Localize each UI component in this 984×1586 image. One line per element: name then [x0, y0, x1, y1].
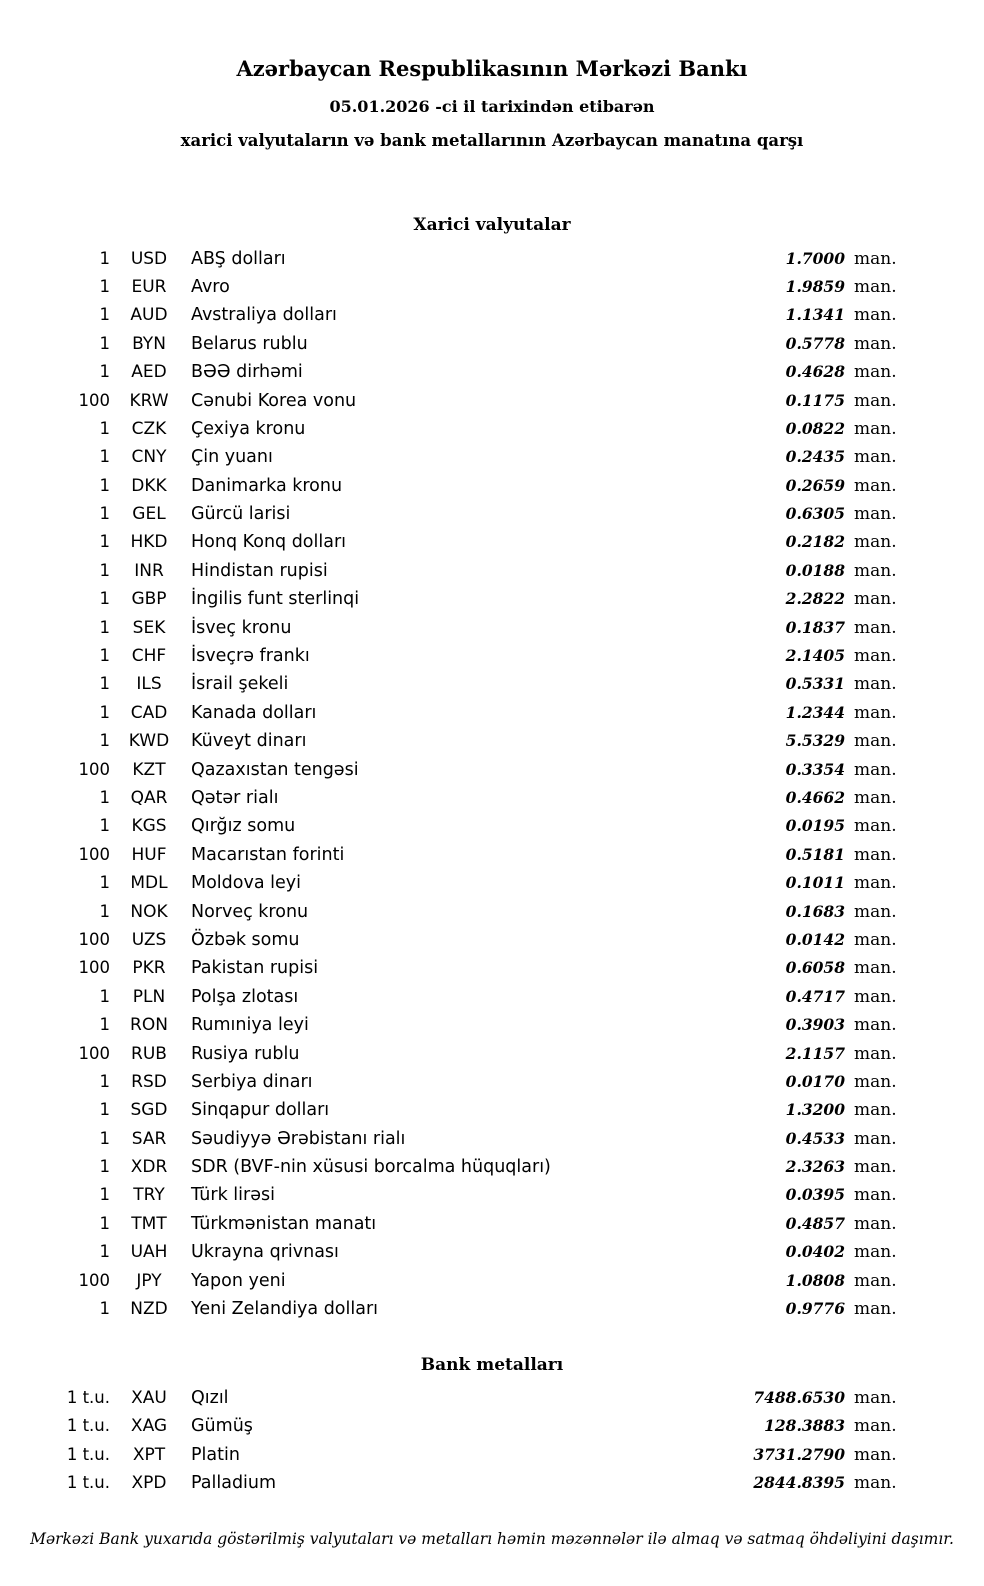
currency-code: INR — [134, 560, 164, 581]
currency-quantity: 1 — [99, 787, 110, 807]
currency-row — [52, 1072, 906, 1100]
metal-quantity: 1 t.u. — [66, 1387, 110, 1407]
currency-code: JPY — [136, 1270, 162, 1291]
currency-code: DKK — [131, 475, 167, 496]
currency-row — [52, 1242, 906, 1270]
currency-row — [52, 504, 906, 532]
currency-unit-label: man. — [854, 1128, 897, 1149]
currency-row — [52, 1185, 906, 1213]
currency-code: PLN — [132, 986, 166, 1007]
currency-name: Sinqapur dolları — [191, 1100, 330, 1121]
currency-name: Çexiya kronu — [191, 418, 306, 439]
currency-quantity: 1 — [99, 986, 110, 1006]
currency-unit-label: man. — [854, 447, 897, 468]
currencies-section-title: Xarici valyutalar — [413, 215, 571, 236]
currency-code: AUD — [130, 305, 168, 326]
currency-quantity: 1 — [99, 901, 110, 921]
currency-name: Rumıniya leyi — [191, 1015, 309, 1036]
currency-rate: 0.5331 — [785, 674, 845, 694]
currency-rate: 0.0402 — [785, 1242, 845, 1262]
currency-quantity: 1 — [99, 702, 110, 722]
currency-code: TRY — [133, 1185, 165, 1206]
currency-name: Çin yuanı — [191, 447, 273, 468]
currency-code: CAD — [130, 702, 168, 723]
currency-code: SEK — [132, 617, 166, 638]
currency-rate: 2.1157 — [785, 1043, 845, 1063]
metal-unit-label: man. — [854, 1387, 897, 1408]
currency-unit-label: man. — [854, 532, 897, 553]
currency-quantity: 100 — [78, 844, 110, 864]
currency-rate: 0.6058 — [785, 958, 845, 978]
currency-quantity: 100 — [78, 1270, 110, 1290]
currency-code: TMT — [131, 1213, 167, 1234]
currency-quantity: 1 — [99, 617, 110, 637]
metal-row — [52, 1445, 906, 1473]
currency-code: NOK — [130, 901, 168, 922]
currency-row — [52, 447, 906, 475]
currency-rate: 0.2659 — [785, 475, 845, 495]
currency-unit-label: man. — [854, 617, 897, 638]
metal-quantity: 1 t.u. — [66, 1416, 110, 1436]
currency-quantity: 100 — [78, 958, 110, 978]
currency-name: Səudiyyə Ərəbistanı rialı — [191, 1128, 406, 1149]
currency-row — [52, 1129, 906, 1157]
currency-name: Pakistan rupisi — [191, 958, 319, 979]
currency-row — [52, 334, 906, 362]
currency-quantity: 1 — [99, 248, 110, 268]
currency-row — [52, 873, 906, 901]
currency-name: İngilis funt sterlinqi — [191, 589, 360, 610]
currency-unit-label: man. — [854, 1270, 897, 1291]
currency-row — [52, 532, 906, 560]
currency-rate: 5.5329 — [785, 731, 845, 751]
currency-code: UAH — [130, 1242, 168, 1263]
metal-row — [52, 1388, 906, 1416]
currency-row — [52, 1100, 906, 1128]
currency-rate: 0.0188 — [785, 560, 845, 580]
currency-unit-label: man. — [854, 475, 897, 496]
effective-date-line: 05.01.2026 -ci il tarixindən etibarən — [329, 97, 655, 117]
currency-name: Özbək somu — [191, 929, 300, 950]
currency-unit-label: man. — [854, 901, 897, 922]
currency-code: ILS — [136, 674, 162, 695]
currency-rates-table — [52, 249, 906, 1328]
currency-row — [52, 391, 906, 419]
currency-row — [52, 788, 906, 816]
currency-quantity: 1 — [99, 1128, 110, 1148]
currency-name: İsveçrə frankı — [191, 646, 310, 667]
currency-quantity: 1 — [99, 1015, 110, 1035]
bank-title: Azərbaycan Respublikasının Mərkəzi Bankı — [236, 56, 748, 81]
currency-unit-label: man. — [854, 362, 897, 383]
metals-section-title: Bank metalları — [420, 1355, 564, 1376]
currency-quantity: 1 — [99, 1242, 110, 1262]
currency-code: RSD — [131, 1071, 167, 1092]
currency-rate: 0.5181 — [785, 844, 845, 864]
currency-quantity: 1 — [99, 1071, 110, 1091]
currency-row — [52, 277, 906, 305]
metal-name: Palladium — [191, 1472, 277, 1493]
metal-code: XPT — [132, 1444, 166, 1465]
currency-row — [52, 561, 906, 589]
currency-unit-label: man. — [854, 1015, 897, 1036]
currency-rate: 2.3263 — [785, 1157, 845, 1177]
currency-unit-label: man. — [854, 589, 897, 610]
currency-code: KWD — [128, 731, 170, 752]
currency-row — [52, 419, 906, 447]
currency-rate: 0.1011 — [785, 873, 845, 893]
metal-unit-label: man. — [854, 1444, 897, 1465]
currency-rate: 1.2344 — [785, 702, 845, 722]
currency-unit-label: man. — [854, 787, 897, 808]
metal-name: Qızıl — [191, 1387, 229, 1408]
metal-rates-table — [52, 1388, 906, 1502]
currency-name: Hindistan rupisi — [191, 560, 328, 581]
currency-rate: 0.1837 — [785, 617, 845, 637]
currency-unit-label: man. — [854, 248, 897, 269]
currency-row — [52, 646, 906, 674]
currency-unit-label: man. — [854, 1213, 897, 1234]
currency-row — [52, 476, 906, 504]
currency-rate: 0.9776 — [785, 1299, 845, 1319]
currency-quantity: 1 — [99, 305, 110, 325]
currency-quantity: 1 — [99, 532, 110, 552]
currency-code: CZK — [131, 418, 167, 439]
metal-rate: 2844.8395 — [753, 1472, 845, 1492]
currency-rate: 0.0170 — [785, 1071, 845, 1091]
currency-rate: 0.0142 — [785, 929, 845, 949]
metal-row — [52, 1416, 906, 1444]
currency-row — [52, 305, 906, 333]
metal-rate: 7488.6530 — [753, 1387, 845, 1407]
currency-row — [52, 816, 906, 844]
currency-quantity: 1 — [99, 276, 110, 296]
currency-name: Norveç kronu — [191, 901, 309, 922]
currency-row — [52, 362, 906, 390]
currency-code: MDL — [130, 873, 168, 894]
currency-name: Serbiya dinarı — [191, 1071, 313, 1092]
currency-rate: 0.0395 — [785, 1185, 845, 1205]
currency-rate: 0.4857 — [785, 1213, 845, 1233]
currency-code: USD — [130, 248, 168, 269]
metal-name: Gümüş — [191, 1416, 253, 1437]
currency-unit-label: man. — [854, 702, 897, 723]
currency-code: KZT — [132, 759, 166, 780]
metal-rate: 128.3883 — [764, 1416, 845, 1436]
currency-rate: 0.6305 — [785, 504, 845, 524]
currency-quantity: 1 — [99, 674, 110, 694]
currency-unit-label: man. — [854, 1242, 897, 1263]
currency-rate: 0.4662 — [785, 787, 845, 807]
currency-code: GBP — [131, 589, 167, 610]
currency-name: Moldova leyi — [191, 873, 301, 894]
currency-quantity: 1 — [99, 1157, 110, 1177]
currency-code: SAR — [131, 1128, 167, 1149]
currency-unit-label: man. — [854, 731, 897, 752]
currency-quantity: 1 — [99, 560, 110, 580]
currency-name: Danimarka kronu — [191, 475, 343, 496]
currency-code: RUB — [131, 1043, 167, 1064]
currency-quantity: 1 — [99, 504, 110, 524]
currency-unit-label: man. — [854, 504, 897, 525]
currency-row — [52, 1299, 906, 1327]
currency-unit-label: man. — [854, 844, 897, 865]
metal-row — [52, 1473, 906, 1501]
currency-unit-label: man. — [854, 873, 897, 894]
currency-rate: 2.2822 — [785, 589, 845, 609]
currency-unit-label: man. — [854, 1299, 897, 1320]
currency-unit-label: man. — [854, 1185, 897, 1206]
currency-quantity: 1 — [99, 731, 110, 751]
currency-unit-label: man. — [854, 390, 897, 411]
currency-row — [52, 760, 906, 788]
metal-unit-label: man. — [854, 1416, 897, 1437]
currency-unit-label: man. — [854, 418, 897, 439]
currency-rate: 0.4717 — [785, 986, 845, 1006]
currency-code: HKD — [130, 532, 168, 553]
currency-code: PKR — [132, 958, 166, 979]
currency-code: KRW — [129, 390, 169, 411]
currency-unit-label: man. — [854, 1071, 897, 1092]
currency-name: Qazaxıstan tengəsi — [191, 759, 359, 780]
currency-code: SGD — [130, 1100, 168, 1121]
currency-name: Cənubi Korea vonu — [191, 390, 357, 411]
currency-row — [52, 703, 906, 731]
metal-quantity: 1 t.u. — [66, 1472, 110, 1492]
currency-quantity: 100 — [78, 1043, 110, 1063]
currency-rate: 0.0195 — [785, 816, 845, 836]
currency-rate: 0.4533 — [785, 1128, 845, 1148]
currency-name: Qırğız somu — [191, 816, 296, 837]
currency-code: HUF — [131, 844, 167, 865]
document-header — [0, 0, 984, 151]
currency-unit-label: man. — [854, 305, 897, 326]
currency-rate: 0.1683 — [785, 901, 845, 921]
currency-name: Kanada dolları — [191, 702, 317, 723]
currency-name: Avro — [191, 276, 230, 297]
currency-name: İsveç kronu — [191, 617, 292, 638]
currency-code: GEL — [132, 504, 166, 525]
currency-name: Küveyt dinarı — [191, 731, 307, 752]
currency-unit-label: man. — [854, 929, 897, 950]
currency-row — [52, 731, 906, 759]
metal-name: Platin — [191, 1444, 240, 1465]
currency-quantity: 1 — [99, 418, 110, 438]
metal-code: XPD — [131, 1472, 167, 1493]
currency-quantity: 1 — [99, 333, 110, 353]
currency-row — [52, 902, 906, 930]
currency-row — [52, 930, 906, 958]
currency-code: QAR — [130, 787, 168, 808]
currency-name: BƏƏ dirhəmi — [191, 362, 303, 383]
currency-quantity: 1 — [99, 816, 110, 836]
currency-name: Gürcü larisi — [191, 504, 291, 525]
currency-code: KGS — [131, 816, 167, 837]
currency-quantity: 1 — [99, 873, 110, 893]
currency-name: Avstraliya dolları — [191, 305, 337, 326]
currency-name: İsrail şekeli — [191, 674, 289, 695]
currency-quantity: 1 — [99, 589, 110, 609]
currency-rate: 1.7000 — [785, 248, 845, 268]
currency-code: RON — [130, 1015, 168, 1036]
currency-row — [52, 589, 906, 617]
currency-unit-label: man. — [854, 560, 897, 581]
currency-quantity: 1 — [99, 475, 110, 495]
currency-unit-label: man. — [854, 1157, 897, 1178]
metal-code: XAU — [131, 1387, 167, 1408]
currency-name: Türkmənistan manatı — [191, 1213, 377, 1234]
currency-row — [52, 618, 906, 646]
currency-row — [52, 1015, 906, 1043]
currency-code: NZD — [130, 1299, 168, 1320]
currency-row — [52, 845, 906, 873]
currency-name: Belarus rublu — [191, 333, 308, 354]
currency-name: Türk lirəsi — [191, 1185, 275, 1206]
currency-name: Rusiya rublu — [191, 1043, 300, 1064]
currency-rate: 0.0822 — [785, 418, 845, 438]
currency-rate: 1.9859 — [785, 276, 845, 296]
currency-row — [52, 249, 906, 277]
currency-rate: 0.1175 — [785, 390, 845, 410]
currency-row — [52, 1044, 906, 1072]
currency-name: SDR (BVF-nin xüsusi borcalma hüquqları) — [191, 1157, 551, 1178]
currency-name: Yapon yeni — [191, 1270, 286, 1291]
currency-quantity: 1 — [99, 447, 110, 467]
currency-rate: 0.2182 — [785, 532, 845, 552]
currency-unit-label: man. — [854, 816, 897, 837]
currency-rate: 0.3903 — [785, 1015, 845, 1035]
currency-quantity: 1 — [99, 1185, 110, 1205]
currency-name: Yeni Zelandiya dolları — [191, 1299, 379, 1320]
currency-quantity: 100 — [78, 759, 110, 779]
currency-unit-label: man. — [854, 958, 897, 979]
currency-rate: 2.1405 — [785, 646, 845, 666]
currency-rate: 0.3354 — [785, 759, 845, 779]
currency-row — [52, 987, 906, 1015]
currency-unit-label: man. — [854, 759, 897, 780]
currency-quantity: 1 — [99, 646, 110, 666]
metal-code: XAG — [130, 1416, 168, 1437]
currency-rate: 0.2435 — [785, 447, 845, 467]
currency-name: Qətər rialı — [191, 787, 279, 808]
currency-unit-label: man. — [854, 986, 897, 1007]
currency-name: Macarıstan forinti — [191, 844, 345, 865]
currency-unit-label: man. — [854, 1100, 897, 1121]
currency-code: UZS — [131, 929, 167, 950]
document-subtitle: xarici valyutaların və bank metallarının Azərbaycan manatına qarşı — [180, 131, 804, 151]
metal-quantity: 1 t.u. — [66, 1444, 110, 1464]
currency-code: BYN — [132, 333, 166, 354]
currency-row — [52, 1271, 906, 1299]
currency-rate: 1.1341 — [785, 305, 845, 325]
disclaimer-footer: Mərkəzi Bank yuxarıda göstərilmiş valyutaları və metalları həmin məzənnələr ilə almaq və satmaq öhdəliyini daşımır. — [30, 1530, 954, 1548]
currency-quantity: 1 — [99, 1213, 110, 1233]
currency-unit-label: man. — [854, 646, 897, 667]
currency-name: Polşa zlotası — [191, 986, 299, 1007]
currency-rate: 0.5778 — [785, 333, 845, 353]
currency-name: Honq Konq dolları — [191, 532, 347, 553]
currency-code: EUR — [131, 276, 167, 297]
currency-quantity: 100 — [78, 929, 110, 949]
currency-rate: 1.3200 — [785, 1100, 845, 1120]
currency-code: XDR — [130, 1157, 168, 1178]
currency-quantity: 1 — [99, 1100, 110, 1120]
currency-code: CNY — [131, 447, 167, 468]
currency-quantity: 100 — [78, 390, 110, 410]
currency-unit-label: man. — [854, 1043, 897, 1064]
currency-unit-label: man. — [854, 333, 897, 354]
currency-rate: 0.4628 — [785, 362, 845, 382]
currency-row — [52, 674, 906, 702]
currency-unit-label: man. — [854, 674, 897, 695]
currency-rate: 1.0808 — [785, 1270, 845, 1290]
currency-name: ABŞ dolları — [191, 248, 286, 269]
currency-unit-label: man. — [854, 276, 897, 297]
currency-row — [52, 1157, 906, 1185]
currency-quantity: 1 — [99, 362, 110, 382]
currency-quantity: 1 — [99, 1299, 110, 1319]
currency-row — [52, 1214, 906, 1242]
currency-name: Ukrayna qrivnası — [191, 1242, 339, 1263]
metal-unit-label: man. — [854, 1472, 897, 1493]
currency-row — [52, 958, 906, 986]
currency-code: AED — [131, 362, 167, 383]
currency-code: CHF — [131, 646, 167, 667]
metal-rate: 3731.2790 — [753, 1444, 845, 1464]
